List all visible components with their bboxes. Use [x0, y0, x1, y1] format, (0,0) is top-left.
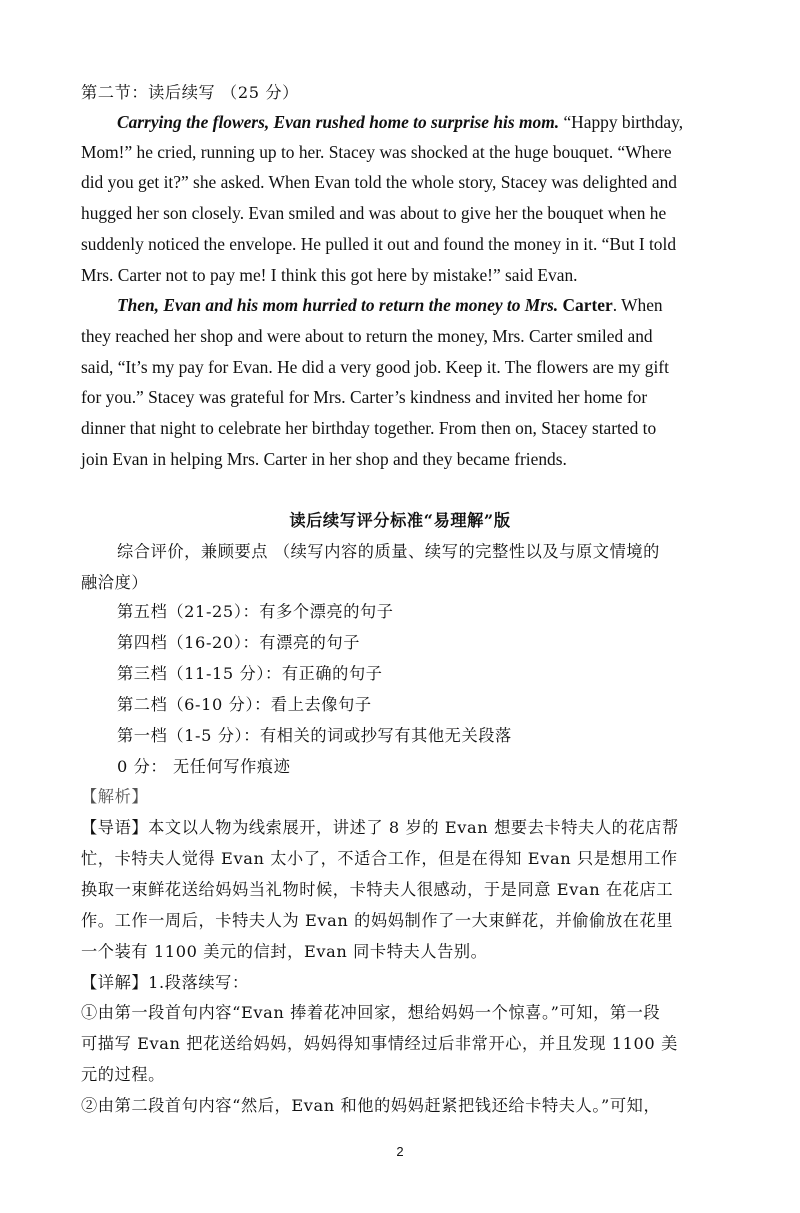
rubric-intro-line2: 融洽度） [81, 573, 149, 592]
para2-line3: said, “It’s my pay for Evan. He did a very good job. Keep it. The flowers are my gift [81, 357, 669, 377]
detail1-line2: 可描写 Evan 把花送给妈妈，妈妈得知事情经过后非常开心，并且发现 1100 美 [81, 1034, 678, 1053]
para1-line1-rest: “Happy birthday, [559, 112, 684, 132]
detail2-line1: ②由第二段首句内容“然后，Evan 和他的妈妈赶紧把钱还给卡特夫人。”可知， [81, 1096, 661, 1115]
para2-line4: for you.” Stacey was grateful for Mrs. Carter’s kindness and invited her home for [81, 387, 648, 407]
guide-line2: 忙，卡特夫人觉得 Evan 太小了，不适合工作，但是在得知 Evan 只是想用工作 [81, 849, 678, 868]
rubric-level-5: 第五档（21-25）：有多个漂亮的句子 [117, 602, 394, 621]
para2-line5: dinner that night to celebrate her birthday together. From then on, Stacey started to [81, 418, 657, 438]
guide-line3: 换取一束鲜花送给妈妈当礼物时候，卡特夫人很感动，于是同意 Evan 在花店工 [81, 880, 674, 899]
para1-line1 [117, 111, 757, 133]
para1-line6: Mrs. Carter not to pay me! I think this got here by mistake!” said Evan. [81, 265, 578, 285]
rubric-level-3: 第三档（11-15 分）：有正确的句子 [117, 664, 383, 683]
para1-lead-sentence: Carrying the flowers, Evan rushed home to surprise his mom. [117, 112, 560, 132]
section-heading: 第二节：读后续写 （25 分） [81, 83, 299, 102]
para2-line1 [117, 294, 757, 316]
rubric-level-0: 0 分： 无任何写作痕迹 [117, 757, 291, 776]
para2-lead-bold: Carter [558, 295, 613, 315]
rubric-title: 读后续写评分标准“易理解”版 [289, 511, 511, 530]
guide-line4: 作。工作一周后，卡特夫人为 Evan 的妈妈制作了一大束鲜花，并偷偷放在花里 [81, 911, 674, 930]
para1-line2: Mom!” he cried, running up to her. Stacey was shocked at the huge bouquet. “Where [81, 142, 672, 162]
para2-line2: they reached her shop and were about to return the money, Mrs. Carter smiled and [81, 326, 653, 346]
para1-line5: suddenly noticed the envelope. He pulled it out and found the money in it. “But I told [81, 234, 677, 254]
para1-line4: hugged her son closely. Evan smiled and was about to give her the bouquet when he [81, 203, 667, 223]
rubric-intro-line1: 综合评价，兼顾要点 （续写内容的质量、续写的完整性以及与原文情境的 [117, 542, 660, 561]
detail1-line1: ①由第一段首句内容“Evan 捧着花冲回家，想给妈妈一个惊喜。”可知，第一段 [81, 1003, 661, 1022]
para2-lead-sentence: Then, Evan and his mom hurried to return the money to Mrs. [117, 295, 559, 315]
analysis-heading: 【解析】 [81, 787, 149, 806]
rubric-level-1: 第一档（1-5 分）：有相关的词或抄写有其他无关段落 [117, 726, 512, 745]
guide-line1: 【导语】本文以人物为线索展开，讲述了 8 岁的 Evan 想要去卡特夫人的花店帮 [81, 818, 679, 837]
guide-line5: 一个装有 1100 美元的信封，Evan 同卡特夫人告别。 [81, 942, 488, 961]
detail-heading: 【详解】1.段落续写： [81, 973, 249, 992]
rubric-level-2: 第二档（6-10 分）：看上去像句子 [117, 695, 372, 714]
para1-line3: did you get it?” she asked. When Evan told the whole story, Stacey was delighted and [81, 172, 677, 192]
rubric-level-4: 第四档（16-20）：有漂亮的句子 [117, 633, 361, 652]
para2-line6: join Evan in helping Mrs. Carter in her shop and they became friends. [81, 449, 567, 469]
page-number: 2 [396, 1144, 404, 1159]
detail1-line3: 元的过程。 [81, 1065, 165, 1084]
para2-line1-rest: . When [612, 295, 663, 315]
